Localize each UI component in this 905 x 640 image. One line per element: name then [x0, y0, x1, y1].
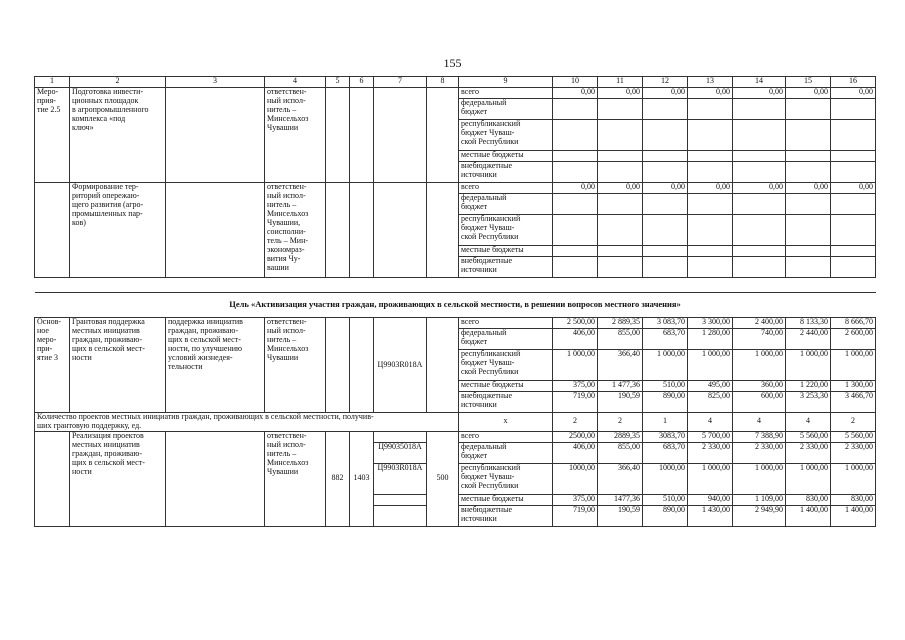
amount-cell	[786, 151, 831, 162]
amount-cell: 855,00	[598, 442, 643, 463]
funding-source: местные бюджеты	[459, 246, 553, 257]
amount-cell: 3 300,00	[688, 318, 733, 329]
amount-cell: 0,00	[598, 88, 643, 99]
header-row	[35, 77, 876, 88]
amount-cell: 5 560,00	[831, 431, 876, 442]
amount-cell: 1 400,00	[831, 505, 876, 526]
amount-cell: 2 330,00	[831, 442, 876, 463]
cell-col4: ответствен- ный испол- нитель – Минсельхоз Чувашии	[265, 431, 326, 526]
cell-col4: ответствен- ный испол- нитель – Минсельхоз Чувашии, соисполни- тель – Мин- экономраз- вития Чу- вашии	[265, 183, 326, 278]
amount-cell	[688, 215, 733, 246]
amount-cell: 2 440,00	[786, 329, 831, 350]
amount-cell: 5 700,00	[688, 431, 733, 442]
amount-cell	[643, 120, 688, 151]
amount-cell	[831, 194, 876, 215]
amount-cell	[831, 215, 876, 246]
amount-cell: 830,00	[786, 494, 831, 505]
column-header: 9	[459, 77, 553, 88]
amount-cell	[688, 99, 733, 120]
cell-col5: 882	[326, 431, 350, 526]
amount-cell: 1 000,00	[688, 350, 733, 381]
amount-cell	[643, 246, 688, 257]
cell-col3	[166, 88, 265, 183]
cell-col6	[350, 318, 374, 413]
amount-cell	[598, 215, 643, 246]
amount-cell	[786, 246, 831, 257]
amount-cell: 0,00	[831, 183, 876, 194]
amount-cell: 5 560,00	[786, 431, 831, 442]
amount-cell: 0,00	[831, 88, 876, 99]
amount-cell	[553, 99, 598, 120]
column-header: 4	[265, 77, 326, 88]
amount-cell	[643, 257, 688, 278]
funding-source: республиканский бюджет Чуваш- ской Республики	[459, 215, 553, 246]
funding-source: республиканский бюджет Чуваш- ской Республики	[459, 120, 553, 151]
amount-cell: 719,00	[553, 505, 598, 526]
funding-source: республиканский бюджет Чуваш- ской Республики	[459, 350, 553, 381]
amount-cell	[786, 194, 831, 215]
column-header: 7	[374, 77, 427, 88]
amount-cell	[688, 120, 733, 151]
amount-cell: 3083,70	[643, 431, 688, 442]
funding-source: федеральный бюджет	[459, 442, 553, 463]
funding-source: местные бюджеты	[459, 381, 553, 392]
amount-cell	[598, 246, 643, 257]
amount-cell: 0,00	[643, 88, 688, 99]
amount-cell: 375,00	[553, 494, 598, 505]
cell-col7: Ц9903R018А	[374, 463, 427, 494]
cell-col8	[427, 318, 459, 413]
amount-cell: 0,00	[553, 88, 598, 99]
amount-cell	[598, 257, 643, 278]
indicator-value: 4	[733, 413, 786, 432]
amount-cell: 8 133,30	[786, 318, 831, 329]
cell-col2: Формирование тер- риторий опережаю- щего развития (агро- промышленных пар- ков)	[70, 183, 166, 278]
amount-cell: 1 000,00	[643, 350, 688, 381]
amount-cell	[831, 120, 876, 151]
cell-col1: Основ- ное меро- при- ятие 3	[35, 318, 70, 413]
funding-source: всего	[459, 318, 553, 329]
funding-source: местные бюджеты	[459, 151, 553, 162]
cell-col7	[374, 183, 427, 278]
amount-cell	[643, 215, 688, 246]
amount-cell: 360,00	[733, 381, 786, 392]
amount-cell	[553, 257, 598, 278]
funding-source: внебюджетные источники	[459, 162, 553, 183]
amount-cell	[688, 151, 733, 162]
indicator-value: 2	[553, 413, 598, 432]
amount-cell: 1 109,00	[733, 494, 786, 505]
amount-cell: 7 388,90	[733, 431, 786, 442]
funding-source: всего	[459, 183, 553, 194]
amount-cell: 2 330,00	[786, 442, 831, 463]
cell-col1	[35, 431, 70, 526]
amount-cell: 890,00	[643, 392, 688, 413]
funding-source: местные бюджеты	[459, 494, 553, 505]
cell-col7	[374, 88, 427, 183]
amount-cell	[733, 215, 786, 246]
amount-cell: 190,59	[598, 392, 643, 413]
cell-col6	[350, 183, 374, 278]
amount-cell: 1 000,00	[733, 350, 786, 381]
column-header: 16	[831, 77, 876, 88]
amount-cell	[733, 120, 786, 151]
column-header: 14	[733, 77, 786, 88]
indicator-value: 1	[643, 413, 688, 432]
column-header: 6	[350, 77, 374, 88]
amount-cell: 890,00	[643, 505, 688, 526]
column-header: 13	[688, 77, 733, 88]
program-table	[34, 76, 876, 527]
funding-source: внебюджетные источники	[459, 257, 553, 278]
cell-col7: Ц9903R018А	[374, 318, 427, 413]
amount-cell: 1 000,00	[831, 463, 876, 494]
funding-source: всего	[459, 431, 553, 442]
amount-cell	[786, 257, 831, 278]
amount-cell: 495,00	[688, 381, 733, 392]
amount-cell: 3 466,70	[831, 392, 876, 413]
amount-cell: 8 666,70	[831, 318, 876, 329]
cell-col8	[427, 88, 459, 183]
amount-cell: 510,00	[643, 494, 688, 505]
amount-cell: 1 430,00	[688, 505, 733, 526]
amount-cell	[598, 151, 643, 162]
indicator-value: 2	[831, 413, 876, 432]
amount-cell	[688, 257, 733, 278]
cell-col1	[35, 183, 70, 278]
table-row	[35, 183, 876, 194]
amount-cell	[831, 99, 876, 120]
table-row	[35, 88, 876, 99]
amount-cell	[553, 120, 598, 151]
indicator-label: Количество проектов местных инициатив граждан, проживающих в сельской местности, получив- ших грантовую поддержку, ед.	[35, 413, 459, 432]
indicator-unit: x	[459, 413, 553, 432]
amount-cell	[598, 162, 643, 183]
amount-cell	[643, 99, 688, 120]
column-header: 15	[786, 77, 831, 88]
amount-cell	[831, 162, 876, 183]
cell-col7	[374, 505, 427, 526]
amount-cell: 510,00	[643, 381, 688, 392]
funding-source: федеральный бюджет	[459, 329, 553, 350]
amount-cell: 1 400,00	[786, 505, 831, 526]
amount-cell: 1 000,00	[553, 350, 598, 381]
funding-source: федеральный бюджет	[459, 99, 553, 120]
amount-cell	[733, 246, 786, 257]
column-header: 11	[598, 77, 643, 88]
cell-col7: Ц99035018А	[374, 442, 427, 463]
amount-cell: 2 500,00	[553, 318, 598, 329]
amount-cell: 1 000,00	[831, 350, 876, 381]
amount-cell: 3 253,30	[786, 392, 831, 413]
column-header: 2	[70, 77, 166, 88]
amount-cell	[831, 151, 876, 162]
cell-col2: Грантовая поддержка местных инициатив граждан, проживаю- щих в сельской мест- ности	[70, 318, 166, 413]
cell-col6: 1403	[350, 431, 374, 526]
amount-cell: 366,40	[598, 463, 643, 494]
spacer-row	[35, 278, 876, 293]
amount-cell: 0,00	[733, 88, 786, 99]
amount-cell: 683,70	[643, 329, 688, 350]
amount-cell	[688, 246, 733, 257]
amount-cell	[643, 194, 688, 215]
cell-col6	[350, 88, 374, 183]
amount-cell: 600,00	[733, 392, 786, 413]
cell-col4: ответствен- ный испол- нитель – Минсельхоз Чувашии	[265, 318, 326, 413]
amount-cell: 2 330,00	[733, 442, 786, 463]
column-header: 8	[427, 77, 459, 88]
amount-cell: 0,00	[733, 183, 786, 194]
column-header: 3	[166, 77, 265, 88]
column-header: 12	[643, 77, 688, 88]
amount-cell	[733, 162, 786, 183]
amount-cell	[733, 151, 786, 162]
amount-cell	[598, 194, 643, 215]
amount-cell	[553, 215, 598, 246]
amount-cell: 940,00	[688, 494, 733, 505]
indicator-value: 4	[786, 413, 831, 432]
amount-cell	[553, 162, 598, 183]
page-number: 155	[443, 56, 462, 70]
amount-cell	[643, 151, 688, 162]
amount-cell: 1 000,00	[733, 463, 786, 494]
column-header: 5	[326, 77, 350, 88]
funding-source: всего	[459, 88, 553, 99]
amount-cell: 1 280,00	[688, 329, 733, 350]
amount-cell: 406,00	[553, 329, 598, 350]
amount-cell	[553, 246, 598, 257]
amount-cell	[733, 194, 786, 215]
amount-cell: 0,00	[786, 183, 831, 194]
amount-cell: 1 000,00	[786, 463, 831, 494]
cell-col5	[326, 183, 350, 278]
amount-cell	[643, 162, 688, 183]
amount-cell: 719,00	[553, 392, 598, 413]
cell-col8: 500	[427, 431, 459, 526]
indicator-value: 4	[688, 413, 733, 432]
cell-col5	[326, 318, 350, 413]
amount-cell: 2 330,00	[688, 442, 733, 463]
amount-cell: 1000,00	[553, 463, 598, 494]
cell-col7	[374, 431, 427, 442]
amount-cell: 1 300,00	[831, 381, 876, 392]
goal-row	[35, 293, 876, 318]
cell-col2: Подготовка инвести- ционных площадок в агропромышленного комплекса «под ключ»	[70, 88, 166, 183]
amount-cell	[786, 99, 831, 120]
amount-cell: 2889,35	[598, 431, 643, 442]
amount-cell	[786, 215, 831, 246]
table-row	[35, 318, 876, 329]
amount-cell: 375,00	[553, 381, 598, 392]
amount-cell: 0,00	[786, 88, 831, 99]
amount-cell: 190,59	[598, 505, 643, 526]
cell-col3	[166, 431, 265, 526]
amount-cell: 1 000,00	[688, 463, 733, 494]
cell-col7	[374, 494, 427, 505]
amount-cell: 1 477,36	[598, 381, 643, 392]
amount-cell	[598, 99, 643, 120]
column-header: 10	[553, 77, 598, 88]
column-header: 1	[35, 77, 70, 88]
amount-cell: 2 889,35	[598, 318, 643, 329]
amount-cell: 0,00	[643, 183, 688, 194]
amount-cell: 683,70	[643, 442, 688, 463]
funding-source: федеральный бюджет	[459, 194, 553, 215]
cell-col1: Меро- прия- тие 2.5	[35, 88, 70, 183]
amount-cell	[598, 120, 643, 151]
amount-cell: 2 949,90	[733, 505, 786, 526]
cell-col3: поддержка инициатив граждан, проживаю- щих в сельской мест- ности, по улучшению условий жизнедея- тельности	[166, 318, 265, 413]
funding-source: республиканский бюджет Чуваш- ской Республики	[459, 463, 553, 494]
amount-cell: 1 220,00	[786, 381, 831, 392]
funding-source: внебюджетные источники	[459, 505, 553, 526]
amount-cell	[733, 99, 786, 120]
amount-cell: 825,00	[688, 392, 733, 413]
indicator-value: 2	[598, 413, 643, 432]
amount-cell: 830,00	[831, 494, 876, 505]
amount-cell: 855,00	[598, 329, 643, 350]
amount-cell: 1000,00	[643, 463, 688, 494]
amount-cell	[688, 194, 733, 215]
cell-col8	[427, 183, 459, 278]
amount-cell	[831, 257, 876, 278]
amount-cell	[553, 194, 598, 215]
cell-col4: ответствен- ный испол- нитель – Минсельхоз Чувашии	[265, 88, 326, 183]
amount-cell	[553, 151, 598, 162]
amount-cell	[786, 120, 831, 151]
amount-cell	[688, 162, 733, 183]
amount-cell: 2 400,00	[733, 318, 786, 329]
amount-cell: 2 600,00	[831, 329, 876, 350]
amount-cell: 406,00	[553, 442, 598, 463]
cell-col3	[166, 183, 265, 278]
amount-cell: 0,00	[598, 183, 643, 194]
amount-cell: 366,40	[598, 350, 643, 381]
goal-title: Цель «Активизация участия граждан, проживающих в сельской местности, в решении вопросов местного значения»	[35, 293, 876, 318]
cell-col2: Реализация проектов местных инициатив граждан, проживаю- щих в сельской мест- ности	[70, 431, 166, 526]
amount-cell: 740,00	[733, 329, 786, 350]
amount-cell	[831, 246, 876, 257]
funding-source: внебюджетные источники	[459, 392, 553, 413]
amount-cell: 1477,36	[598, 494, 643, 505]
amount-cell: 0,00	[688, 183, 733, 194]
amount-cell	[733, 257, 786, 278]
indicator-row	[35, 413, 876, 432]
spacer	[35, 278, 876, 293]
amount-cell	[786, 162, 831, 183]
amount-cell: 0,00	[553, 183, 598, 194]
amount-cell: 2500,00	[553, 431, 598, 442]
amount-cell: 1 000,00	[786, 350, 831, 381]
amount-cell: 3 083,70	[643, 318, 688, 329]
cell-col5	[326, 88, 350, 183]
amount-cell: 0,00	[688, 88, 733, 99]
table-row	[35, 431, 876, 442]
